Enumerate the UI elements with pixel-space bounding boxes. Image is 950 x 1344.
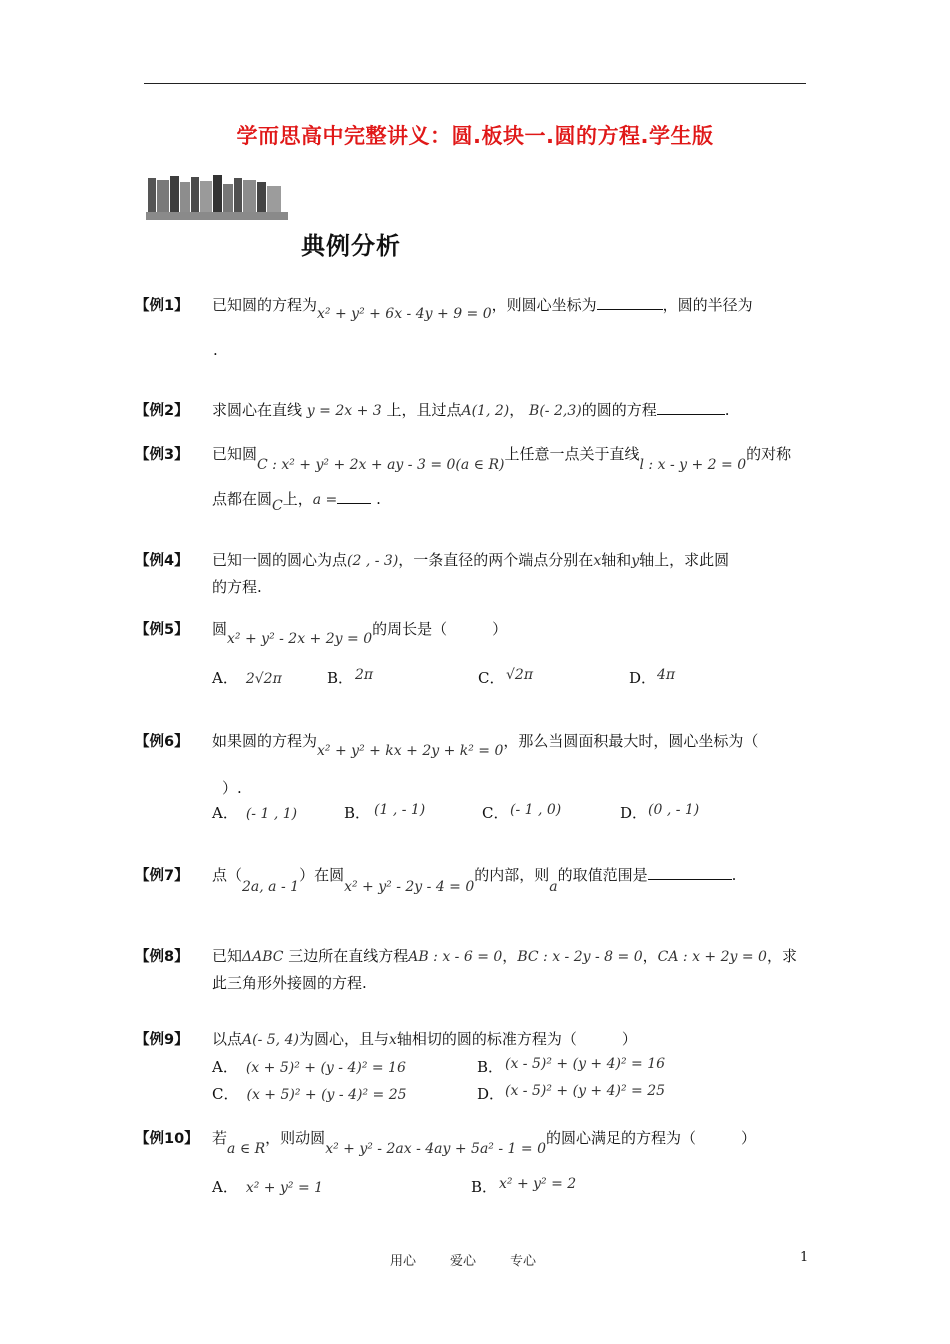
equation: a = [312, 492, 338, 508]
text: 点都在圆 [212, 490, 273, 508]
text: 的取值范围是 [557, 866, 648, 884]
x-axis-symbol: x [593, 553, 602, 569]
text: ， [509, 401, 525, 419]
example-9-options-row2 [212, 1083, 666, 1104]
text: 为圆心，且与 [298, 1030, 389, 1048]
text: 已知圆 [212, 445, 258, 463]
example-4-label: 【例4】 [135, 553, 189, 569]
example-4-line1 [212, 549, 729, 570]
option-d-value: (0 , - 1) [648, 802, 700, 818]
equation: x² + y² - 2x + 2y = 0 [227, 631, 373, 647]
text: ，那么当圆面积最大时，圆心坐标为（ [503, 732, 759, 750]
text: 若 [212, 1129, 228, 1147]
option-b-value: x² + y² = 2 [499, 1176, 577, 1192]
footer-item: 用心 [390, 1254, 417, 1269]
example-3-line2 [212, 488, 381, 514]
condition: a ∈ R [227, 1141, 266, 1157]
equation: y = 2x + 3 [306, 403, 382, 419]
text: . [376, 490, 381, 508]
option-d-value: (x - 5)² + (y + 4)² = 25 [505, 1083, 666, 1099]
option-b-letter: B． [471, 1178, 498, 1196]
example-8-line2: 此三角形外接圆的方程. [212, 974, 367, 992]
example-8-line1 [212, 945, 797, 966]
example-6-line1 [212, 730, 759, 759]
option-d-letter: D． [477, 1085, 505, 1103]
text: 如果圆的方程为 [212, 732, 318, 750]
example-5-line1 [212, 618, 508, 647]
answer-blank [648, 867, 732, 880]
answer-blank [657, 402, 725, 415]
example-2-label: 【例2】 [135, 403, 189, 419]
option-b-letter: B． [327, 669, 354, 687]
y-axis-symbol: y [631, 553, 640, 569]
text: 圆 [212, 620, 228, 638]
footer-item: 专心 [510, 1254, 537, 1269]
text: 轴和 [601, 551, 632, 569]
example-3-label: 【例3】 [135, 447, 189, 463]
example-9-options-row1 [212, 1056, 666, 1077]
center-point: (2 , - 3) [347, 553, 399, 569]
example-1-label: 【例1】 [135, 298, 189, 314]
triangle: ΔABC [242, 949, 284, 965]
example-3-line1 [212, 443, 792, 473]
point-b: B(- 2,3) [529, 403, 582, 419]
text: . [724, 401, 730, 419]
text: ，圆的半径为 [662, 296, 753, 314]
variable-a: a [549, 879, 558, 895]
option-a-value: 2√2π [245, 671, 282, 687]
line-ab: AB : x - 6 = 0 [408, 949, 503, 965]
option-a-letter: A． [212, 669, 238, 687]
text: 求圆心在直线 [212, 401, 303, 419]
option-b-letter: B． [344, 804, 371, 822]
equation: l : x - y + 2 = 0 [639, 457, 747, 473]
text: 点（ [212, 866, 243, 884]
page-title: 学而思高中完整讲义：圆.板块一.圆的方程.学生版 [236, 124, 714, 148]
example-7-label: 【例7】 [135, 868, 189, 884]
option-a-letter: A． [212, 1178, 238, 1196]
option-b-value: (1 , - 1) [374, 802, 426, 818]
equation: x² + y² + kx + 2y + k² = 0 [317, 743, 504, 759]
text: ，则圆心坐标为 [491, 296, 597, 314]
option-c-value: (x + 5)² + (y - 4)² = 25 [246, 1087, 407, 1103]
option-a-value: x² + y² = 1 [245, 1180, 324, 1196]
example-10-label: 【例10】 [135, 1131, 199, 1147]
example-2-line1 [212, 399, 730, 420]
example-9-label: 【例9】 [135, 1032, 189, 1048]
example-8-label: 【例8】 [135, 949, 189, 965]
example-1-line1 [212, 294, 753, 322]
equation: x² + y² - 2y - 4 = 0 [344, 879, 475, 895]
example-10-line1 [212, 1127, 757, 1157]
text: 的周长是（ ） [372, 620, 508, 638]
option-a-value: (- 1 , 1) [245, 806, 298, 822]
line-ca: CA : x + 2y = 0 [657, 949, 767, 965]
equation: C : x² + y² + 2x + ay - 3 = 0(a ∈ R) [257, 457, 505, 473]
option-c-letter: C． [482, 804, 509, 822]
text: 的圆的方程 [581, 401, 657, 419]
option-d-letter: D． [629, 669, 657, 687]
text: 上， [282, 490, 313, 508]
text: 的内部，则 [474, 866, 550, 884]
text: ， [642, 947, 658, 965]
example-5-label: 【例5】 [135, 622, 189, 638]
text: ， [502, 947, 518, 965]
option-a-letter: A． [212, 1058, 238, 1076]
example-5-options [212, 667, 676, 688]
option-b-value: (x - 5)² + (y + 4)² = 16 [505, 1056, 666, 1072]
footer [390, 1250, 570, 1269]
line-bc: BC : x - 2y - 8 = 0 [517, 949, 643, 965]
page-number: 1 [800, 1250, 809, 1265]
example-1-line2: . [213, 341, 218, 359]
option-b-value: 2π [355, 667, 374, 683]
text: 的对称 [746, 445, 792, 463]
example-6-options [212, 802, 700, 823]
circle-c: C [272, 498, 283, 514]
answer-blank [597, 297, 663, 310]
option-c-letter: C． [212, 1085, 239, 1103]
option-d-value: 4π [657, 667, 676, 683]
option-b-letter: B． [477, 1058, 504, 1076]
text: ，则动圆 [265, 1129, 326, 1147]
text: 上，且过点 [386, 401, 462, 419]
text: 上任意一点关于直线 [504, 445, 640, 463]
equation: x² + y² + 6x - 4y + 9 = 0 [317, 306, 492, 322]
option-a-letter: A． [212, 804, 238, 822]
equation: x² + y² - 2ax - 4ay + 5a² - 1 = 0 [325, 1141, 546, 1157]
option-c-value: (- 1 , 0) [510, 802, 562, 818]
text: 已知圆的方程为 [212, 296, 318, 314]
text: 轴相切的圆的标准方程为（ ） [396, 1030, 637, 1048]
text: ）在圆 [299, 866, 345, 884]
center-point: A(- 5, 4) [242, 1032, 299, 1048]
example-6-label: 【例6】 [135, 734, 189, 750]
text: 已知 [212, 947, 243, 965]
option-c-value: √2π [506, 667, 534, 683]
answer-blank [337, 491, 371, 504]
option-d-letter: D． [620, 804, 648, 822]
books-decoration [146, 172, 288, 224]
option-a-value: (x + 5)² + (y - 4)² = 16 [245, 1060, 406, 1076]
text: 的圆心满足的方程为（ ） [546, 1129, 757, 1147]
example-6-line2: ）. [222, 779, 242, 797]
example-7-line1 [212, 864, 737, 895]
text: 三边所在直线方程 [288, 947, 409, 965]
header-rule [144, 83, 806, 84]
example-4-line2: 的方程. [212, 578, 262, 596]
text: 轴上，求此圆 [639, 551, 730, 569]
point: 2a, a - 1 [242, 879, 300, 895]
option-c-letter: C． [478, 669, 505, 687]
point-a: A(1, 2) [461, 403, 510, 419]
example-9-line1 [212, 1028, 637, 1049]
text: ，求 [766, 947, 797, 965]
section-heading: 典例分析 [301, 232, 401, 260]
text: . [731, 866, 737, 884]
x-axis-symbol: x [388, 1032, 397, 1048]
example-10-options [212, 1176, 577, 1197]
text: 以点 [212, 1030, 243, 1048]
footer-item: 爱心 [450, 1254, 477, 1269]
text: ，一条直径的两个端点分别在 [398, 551, 594, 569]
text: 已知一圆的圆心为点 [212, 551, 348, 569]
